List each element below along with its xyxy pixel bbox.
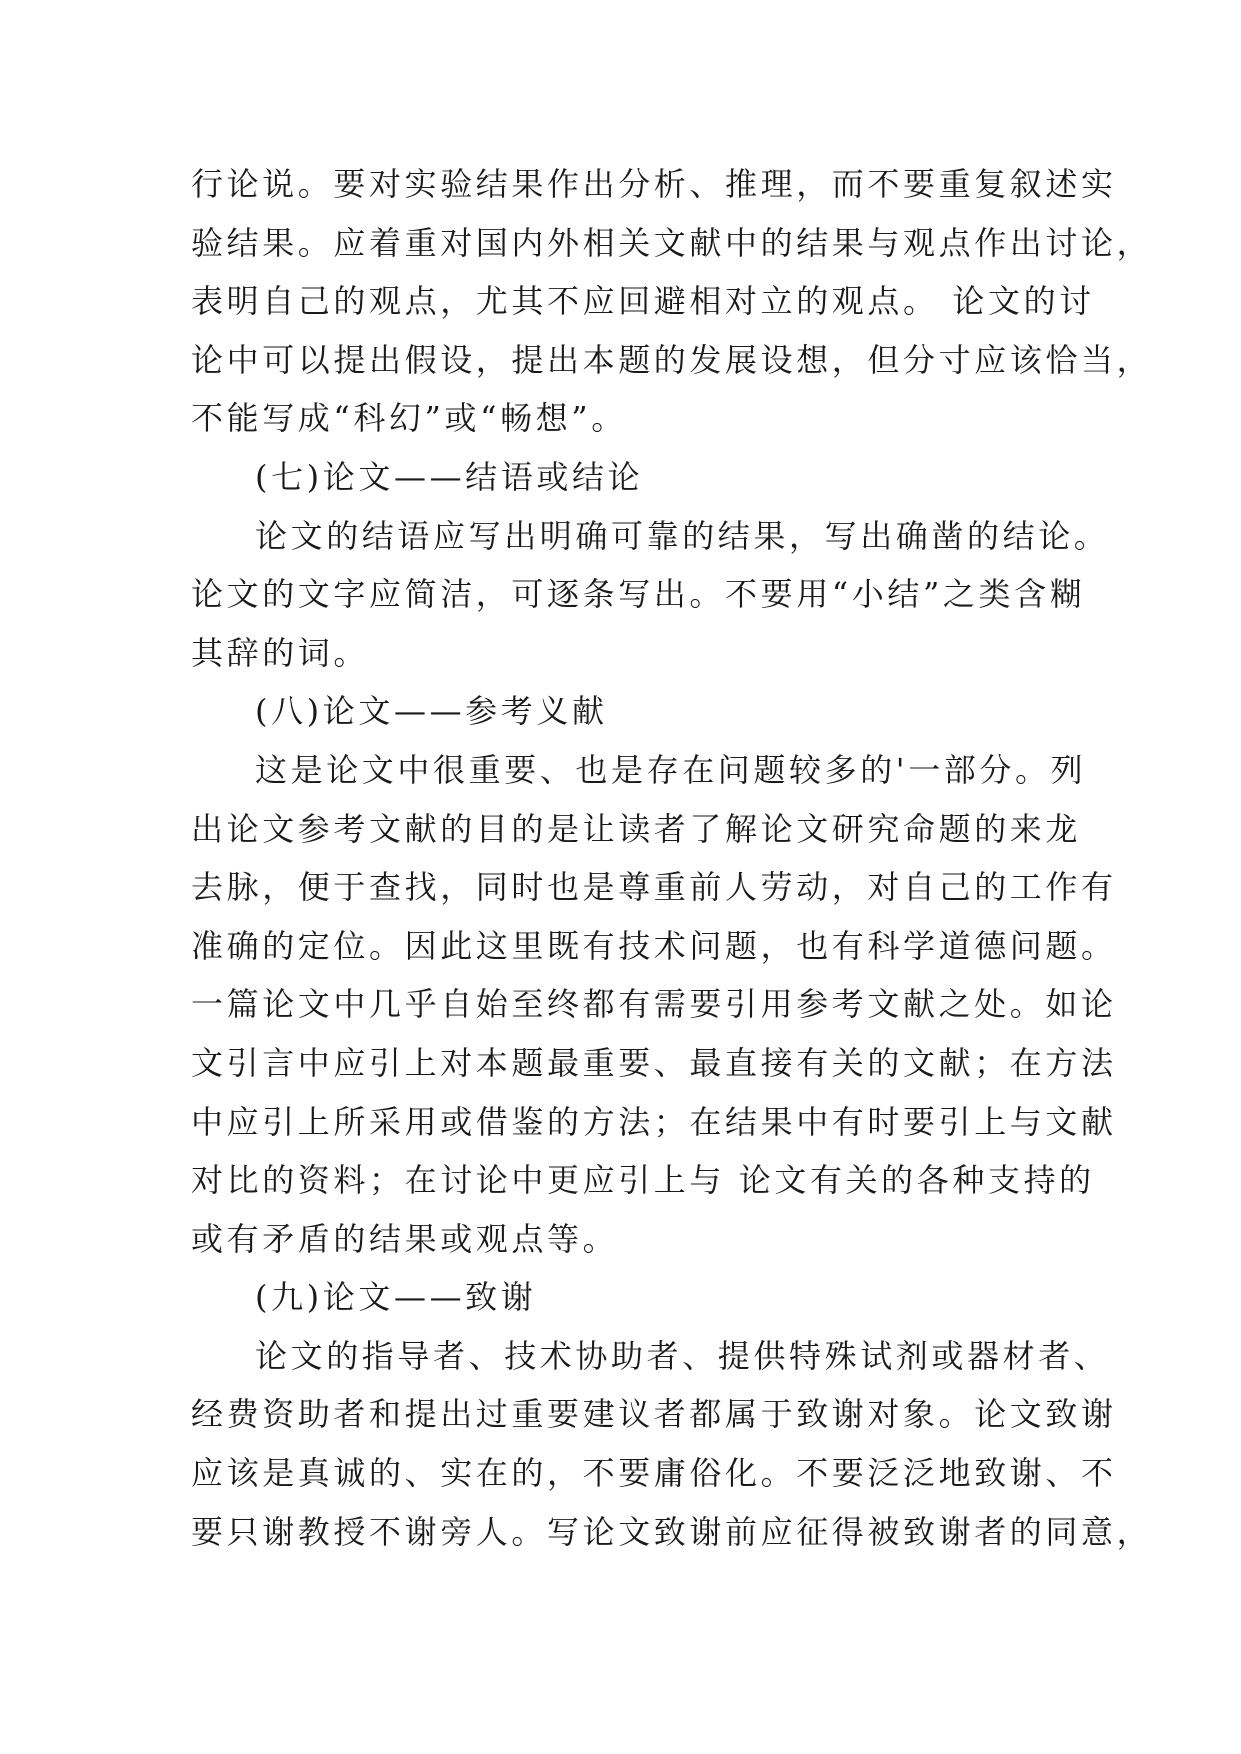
text-line: 表明自己的观点，尤其不应回避相对立的观点。 论文的讨	[191, 282, 1095, 321]
text-line: 中应引上所采用或借鉴的方法；在结果中有时要引上与文献	[191, 1102, 1117, 1141]
text-line: 论中可以提出假设，提出本题的发展设想，但分寸应该恰当，	[191, 340, 1153, 379]
text-line: 要只谢教授不谢旁人。写论文致谢前应征得被致谢者的同意，	[191, 1512, 1153, 1551]
paragraph-first-line: 论文的结语应写出明确可靠的结果，写出确凿的结论。	[255, 516, 1110, 555]
section-heading: (八)论文——参考义献	[255, 692, 608, 731]
text-line: 不能写成“科幻”或“畅想”。	[191, 399, 627, 438]
text-line: 一篇论文中几乎自始至终都有需要引用参考文献之处。如论	[191, 985, 1117, 1024]
text-line: 文引言中应引上对本题最重要、最直接有关的文献；在方法	[191, 1043, 1117, 1082]
text-line: 准确的定位。因此这里既有技术问题，也有科学道德问题。	[191, 926, 1117, 965]
section-heading: (七)论文——结语或结论	[255, 457, 644, 496]
text-line: 或有矛盾的结果或观点等。	[191, 1219, 619, 1258]
paragraph-first-line: 这是论文中很重要、也是存在问题较多的'一部分。列	[255, 750, 1087, 789]
section-heading: (九)论文——致谢	[255, 1278, 537, 1317]
text-line: 出论文参考文献的目的是让读者了解论文研究命题的来龙	[191, 809, 1082, 848]
text-line: 论文的文字应简洁，可逐条写出。不要用“小结”之类含糊	[191, 575, 1086, 614]
text-line: 经费资助者和提出过重要建议者都属于致谢对象。论文致谢	[191, 1395, 1117, 1434]
paragraph-first-line: 论文的指导者、技术协助者、提供特殊试剂或器材者、	[255, 1336, 1110, 1375]
text-line: 验结果。应着重对国内外相关文献中的结果与观点作出讨论，	[191, 223, 1153, 262]
text-line: 对比的资料；在讨论中更应引上与 论文有关的各种支持的	[191, 1161, 1095, 1200]
text-line: 其辞的词。	[191, 633, 370, 672]
text-line: 应该是真诚的、实在的，不要庸俗化。不要泛泛地致谢、不	[191, 1454, 1117, 1493]
text-line: 行论说。要对实验结果作出分析、推理，而不要重复叙述实	[191, 165, 1117, 203]
text-line: 去脉，便于查找，同时也是尊重前人劳动，对自己的工作有	[191, 868, 1117, 907]
body-text	[191, 155, 1153, 1561]
